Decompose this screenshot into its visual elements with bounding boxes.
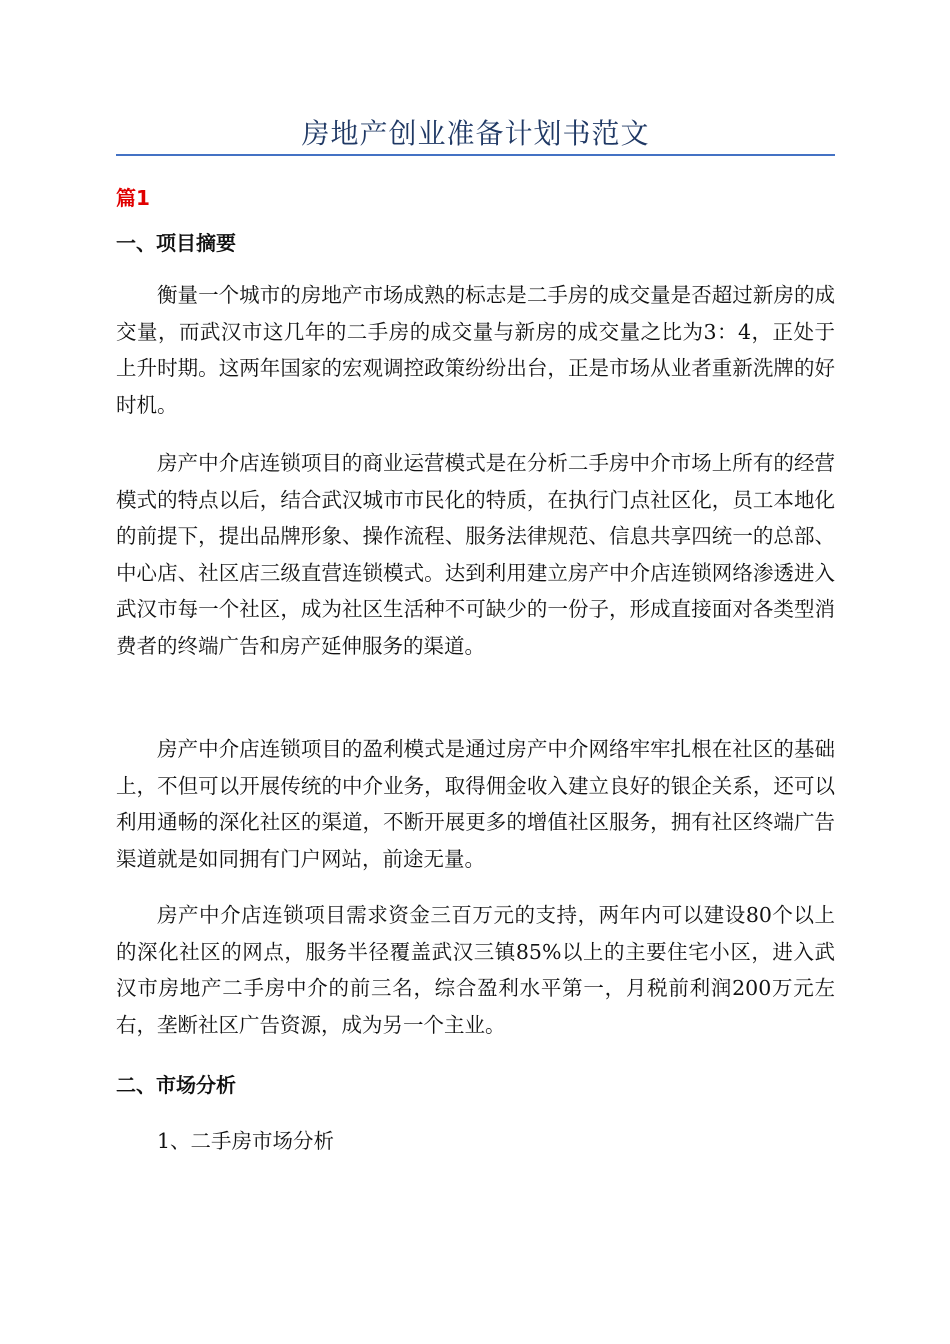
paragraph: 衡量一个城市的房地产市场成熟的标志是二手房的成交量是否超过新房的成交量，而武汉市这几年的二手房的成交量与新房的成交量之比为3：4，正处于上升时期。这两年国家的宏观调控政策纷纷出台，正是市场从业者重新洗牌的好时机。 — [116, 283, 835, 417]
paragraph: 房产中介店连锁项目的商业运营模式是在分析二手房中介市场上所有的经营模式的特点以后，结合武汉城市市民化的特质，在执行门点社区化，员工本地化的前提下，提出品牌形象、操作流程、服务法律规范、信息共享四统一的总部、中心店、社区店三级直营连锁模式。达到利用建立房产中介店连锁网络渗透进入武汉市每一个社区，成为社区生活种不可缺少的一份子，形成直接面对各类型消费者的终端广告和房产延伸服务的渠道。 — [116, 451, 835, 658]
section-heading-market: 二、市场分析 — [116, 1073, 236, 1097]
section-heading-summary: 一、项目摘要 — [116, 231, 236, 255]
paragraph: 房产中介店连锁项目需求资金三百万元的支持，两年内可以建设80个以上的深化社区的网点，服务半径覆盖武汉三镇85%以上的主要住宅小区，进入武汉市房地产二手房中介的前三名，综合盈利水平第一，月税前利润200万元左右，垄断社区广告资源，成为另一个主业。 — [116, 903, 835, 1037]
document-title: 房地产创业准备计划书范文 — [301, 117, 650, 150]
paragraph: 房产中介店连锁项目的盈利模式是通过房产中介网络牢牢扎根在社区的基础上，不但可以开展传统的中介业务，取得佣金收入建立良好的银企关系，还可以利用通畅的深化社区的渠道，不断开展更多的增值社区服务，拥有社区终端广告渠道就是如同拥有门户网站，前途无量。 — [116, 737, 835, 871]
subsection-heading: 1、二手房市场分析 — [157, 1129, 335, 1153]
chapter-label: 篇1 — [116, 186, 150, 210]
title-underline — [116, 154, 835, 156]
